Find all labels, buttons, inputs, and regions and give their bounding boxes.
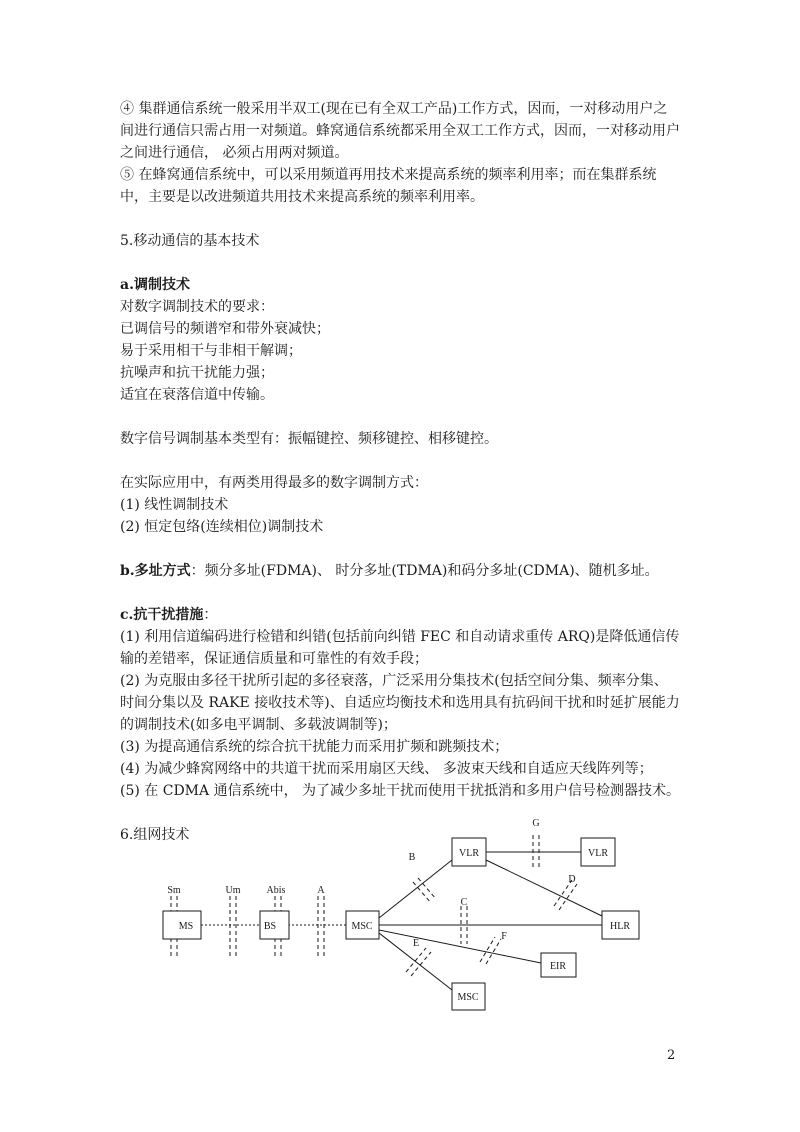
link-msc-eir — [379, 930, 541, 963]
modulation-requirement: 抗噪声和抗干扰能力强； — [120, 365, 274, 381]
interface-c-label: C — [460, 897, 468, 908]
eir-node: EIR — [549, 961, 567, 972]
interface-b-label: B — [408, 852, 416, 863]
anti-interference-heading-line — [120, 604, 680, 626]
interface-d-label: D — [568, 874, 576, 885]
comparison-item-4: ④ 集群通信系统一般采用半双工(现在已有全双工产品)工作方式，因而，一对移动用户之间进行通信只需占用一对频道。蜂窝通信系统都采用全双工工作方式，因而，一对移动用户之间进行通信， 必须占用两对频道。 — [120, 101, 680, 161]
interface-abis-label: Abis — [266, 885, 286, 896]
modulation-methods-intro: 在实际应用中，有两类用得最多的数字调制方式： — [120, 475, 428, 491]
interface-e-label: E — [412, 938, 420, 949]
section-6-heading: 6.组网技术 — [120, 827, 190, 843]
bs-node: BS — [263, 921, 277, 932]
modulation-requirement: 对数字调制技术的要求： — [120, 299, 274, 315]
multiple-access-heading: b.多址方式 — [120, 563, 191, 579]
link-msc-vlr — [379, 860, 452, 918]
multiple-access-text: ：频分多址(FDMA)、 时分多址(TDMA)和码分多址(CDMA)、随机多址。 — [190, 563, 659, 579]
page-number: 2 — [667, 1048, 676, 1063]
ms-node: MS — [178, 921, 194, 932]
vlr-near-node: VLR — [459, 848, 479, 859]
interface-g-label: G — [532, 818, 540, 829]
anti-interference-item: (3) 为提高通信系统的综合抗干扰能力而采用扩频和跳频技术； — [120, 739, 509, 755]
section-5-heading: 5.移动通信的基本技术 — [120, 233, 260, 249]
modulation-method: (2) 恒定包络(连续相位)调制技术 — [120, 519, 324, 535]
modulation-heading: a.调制技术 — [120, 277, 190, 293]
multiple-access-paragraph — [120, 560, 680, 582]
link-vlr-hlr — [486, 860, 602, 916]
modulation-basic-types: 数字信号调制基本类型有：振幅键控、频移键控、相移键控。 — [120, 431, 498, 447]
anti-interference-item: (4) 为减少蜂窝网络中的共道干扰而采用扇区天线、 多波束天线和自适应天线阵列等； — [120, 761, 653, 777]
page-content — [120, 98, 680, 846]
anti-interference-heading: c.抗干扰措施 — [120, 607, 204, 623]
msc-main-node: MSC — [351, 921, 373, 932]
vlr-far-node: VLR — [588, 848, 608, 859]
modulation-requirement: 易于采用相干与非相干解调； — [120, 343, 302, 359]
msc-other-node: MSC — [457, 992, 479, 1003]
hlr-node: HLR — [610, 921, 630, 932]
anti-interference-item: (5) 在 CDMA 通信系统中， 为了减少多址干扰而使用干扰抵消和多用户信号检测器技术。 — [120, 783, 681, 799]
modulation-method: (1) 线性调制技术 — [120, 497, 229, 513]
anti-interference-item: (2) 为克服由多径干扰所引起的多径衰落，广泛采用分集技术(包括空间分集、频率分集、时间分集以及 RAKE 接收技术等)、自适应均衡技术和选用具有抗码间干扰和时延扩展能力的调制技术(如多电平调制、多载波调制等)； — [120, 673, 680, 733]
interface-f-label: F — [501, 931, 507, 942]
interface-sm-label: Sm — [167, 885, 181, 896]
modulation-requirement: 已调信号的频谱窄和带外衰减快； — [120, 321, 330, 337]
gsm-network-diagram — [150, 810, 670, 1040]
heading-colon: ： — [203, 607, 218, 623]
modulation-requirement: 适宜在衰落信道中传输。 — [120, 387, 274, 403]
interface-um-label: Um — [225, 885, 241, 896]
anti-interference-item: (1) 利用信道编码进行检错和纠错(包括前向纠错 FEC 和自动请求重传 ARQ)是降低通信传输的差错率，保证通信质量和可靠性的有效手段； — [120, 629, 680, 667]
comparison-item-5: ⑤ 在蜂窝通信系统中，可以采用频道再用技术来提高系统的频率利用率；而在集群系统中，主要是以改进频道共用技术来提高系统的频率利用率。 — [120, 167, 657, 205]
interface-a-label: A — [317, 885, 325, 896]
